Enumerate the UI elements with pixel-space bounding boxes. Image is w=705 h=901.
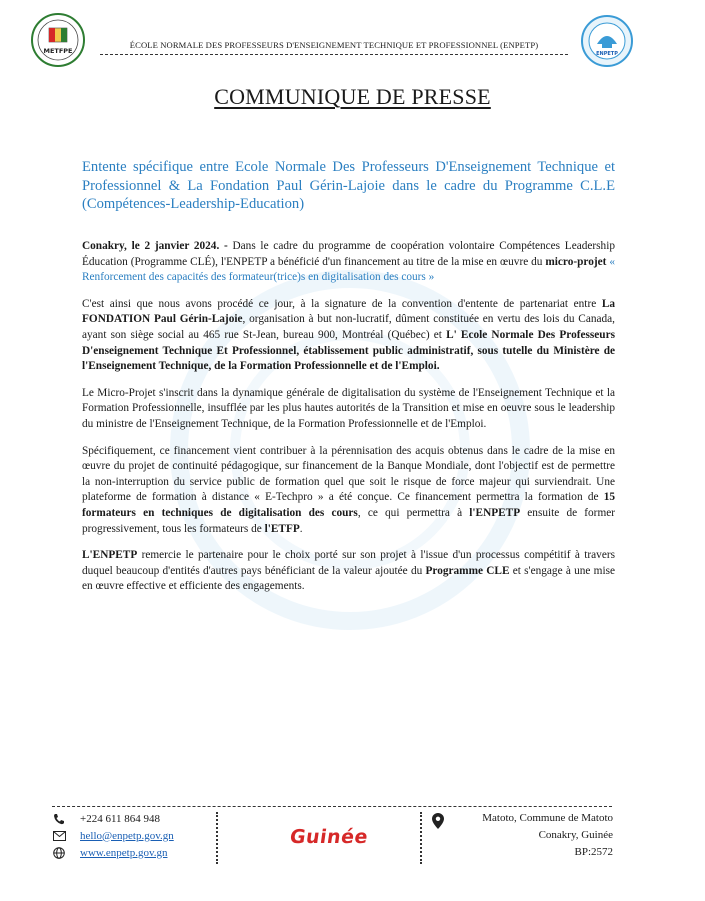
globe-icon <box>52 846 66 860</box>
location-pin-icon <box>432 813 444 829</box>
paragraph-1: Conakry, le 2 janvier 2024. - Dans le cadre du programme de coopération volontaire Compétences Leadership Éducation (Programme CLÉ), l'ENPETP a bénéficié d'un financement au titre de la mise en œuvre du micro-projet « Renforcement des capacités des formateur(trice)s en digitalisation des cours » <box>82 240 615 284</box>
footer-website <box>52 844 167 861</box>
paragraph-4: Spécifiquement, ce financement vient contribuer à la pérennisation des acquis obtenus dans le cadre de la mise en œuvre du projet de continuité pédagogique, sur financement de la Banque Mondiale, dont l'objectif est de permettre la non-interruption du service public de formation quel que soit le risque de force majeur qui surviendrait. Une plateforme de formation à distance « E-Techpro » a été conçue. Ce financement permettra la formation de 15 formateurs en techniques de digitalisation des cours, ce qui permettra à l'ENPETP ensuite de former progressivement, tous les formateurs de l'ETFP. <box>82 444 616 535</box>
page-title: COMMUNIQUE DE PRESSE <box>214 84 491 109</box>
school-name-header: ÉCOLE NORMALE DES PROFESSEURS D'ENSEIGNEMENT TECHNIQUE ET PROFESSIONNEL (ENPETP) <box>129 40 539 50</box>
footer-address-line2: Conakry, Guinée <box>538 829 613 841</box>
svg-text:ENPETP: ENPETP <box>596 51 618 57</box>
metfpe-logo <box>30 12 86 68</box>
footer-separator-right <box>420 812 422 864</box>
press-release-body <box>82 239 615 606</box>
phone-icon <box>52 812 66 826</box>
email-link[interactable]: hello@enpetp.gov.gn <box>80 829 174 842</box>
paragraph-2: C'est ainsi que nous avons procédé ce jour, à la signature de la convention d'entente de partenariat entre La FONDATION Paul Gérin-Lajoie, organisation à but non-lucratif, dûment constituée en vertu des lois du Canada, ayant son siège social au 465 rue St-Jean, bureau 900, Montréal (Québec) et L' Ecole Normale Des Professeurs D'enseignement Technique Et Professionnel, établissement public administratif, sous tutelle du Ministère de l'Enseignement Technique, de la Formation Professionnelle et de l'Emploi. <box>82 297 615 373</box>
subtitle: Entente spécifique entre Ecole Normale Des Professeurs D'Enseignement Technique et Professionnel & La Fondation Paul Gérin-Lajoie dans le cadre du Programme C.L.E (Compétences-Leadership-Education) <box>82 159 615 212</box>
footer-separator-left <box>216 812 218 864</box>
header-divider <box>100 54 568 55</box>
paragraph-5: L'ENPETP remercie le partenaire pour le choix porté sur son projet à l'issue d'un processus compétitif à travers duquel beaucoup d'entités d'autres pays bénéficiant de la valeur ajoutée du Programme CLE et s'engage à une mise en œuvre effective et efficiente des engagements. <box>82 549 616 593</box>
footer-phone: +224 611 864 948 <box>52 810 160 827</box>
paragraph-3: Le Micro-Projet s'inscrit dans la dynamique générale de digitalisation du système de l'Enseignement Technique et la Formation Professionnelle, insufflée par les plus hautes autorités de la Transition et mise en oeuvre sous le leadership du ministre de l'Enseignement Technique, de la Formation Professionnelle et de l'Emploi. <box>82 386 615 430</box>
footer-divider <box>52 806 612 807</box>
footer-email <box>52 827 174 844</box>
mail-icon <box>52 829 66 843</box>
guinee-brand-logo: Guinée <box>288 826 370 848</box>
footer-po-box: BP:2572 <box>574 846 613 858</box>
website-link[interactable]: www.enpetp.gov.gn <box>80 846 168 859</box>
enpetp-logo <box>580 14 634 68</box>
svg-text:METFPE: METFPE <box>43 47 73 55</box>
footer-address-line1: Matoto, Commune de Matoto <box>482 812 613 824</box>
